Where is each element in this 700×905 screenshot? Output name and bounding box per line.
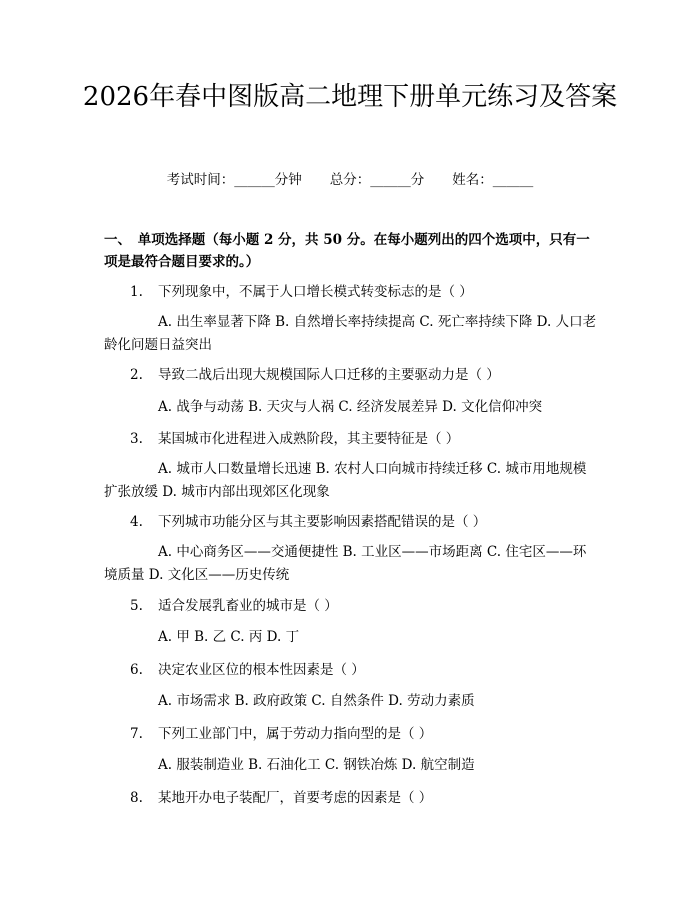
question-text: 下列城市功能分区与其主要影响因素搭配错误的是（ ） bbox=[158, 514, 487, 530]
question-number: 4. bbox=[130, 514, 143, 530]
question-stem bbox=[130, 659, 600, 681]
question-text: 导致二战后出现大规模国际人口迁移的主要驱动力是（ ） bbox=[158, 367, 500, 383]
section-heading: 一、 单项选择题（每小题 2 分，共 50 分。在每小题列出的四个选项中，只有一项是最符合题目要求的。） bbox=[104, 232, 590, 270]
question-text: 下列现象中，不属于人口增长模式转变标志的是（ ） bbox=[158, 284, 473, 300]
question-options: A. 战争与动荡 B. 天灾与人祸 C. 经济发展差异 D. 文化信仰冲突 bbox=[158, 399, 543, 415]
exam-time-label: 考试时间：______分钟 bbox=[166, 172, 302, 188]
question-stem bbox=[130, 511, 600, 533]
question-options: A. 出生率显著下降 B. 自然增长率持续提高 C. 死亡率持续下降 D. 人口老龄化问题日益突出 bbox=[104, 314, 597, 353]
question-stem bbox=[130, 723, 600, 745]
question-options: A. 市场需求 B. 政府政策 C. 自然条件 D. 劳动力素质 bbox=[158, 693, 475, 709]
question-number: 7. bbox=[130, 726, 143, 742]
question-stem bbox=[130, 428, 600, 450]
question-stem bbox=[130, 595, 600, 617]
question-text: 决定农业区位的根本性因素是（ ） bbox=[158, 662, 365, 678]
question-text: 下列工业部门中，属于劳动力指向型的是（ ） bbox=[158, 726, 433, 742]
question-options: A. 中心商务区——交通便捷性 B. 工业区——市场距离 C. 住宅区——环境质量 D. 文化区——历史传统 bbox=[104, 544, 587, 583]
question-number: 3. bbox=[130, 431, 143, 447]
question-number: 8. bbox=[130, 790, 143, 806]
question-options: A. 甲 B. 乙 C. 丙 D. 丁 bbox=[158, 629, 300, 645]
question-stem bbox=[130, 364, 600, 386]
total-score-label: 总分：______分 bbox=[329, 172, 425, 188]
question-text: 某地开办电子装配厂，首要考虑的因素是（ ） bbox=[158, 790, 433, 806]
question-number: 2. bbox=[130, 367, 143, 383]
question-number: 6. bbox=[130, 662, 143, 678]
question-text: 适合发展乳畜业的城市是（ ） bbox=[158, 598, 338, 614]
page-title: 2026年春中图版高二地理下册单元练习及答案 bbox=[82, 82, 618, 112]
question-number: 5. bbox=[130, 598, 143, 614]
question-number: 1. bbox=[130, 284, 143, 300]
question-options: A. 城市人口数量增长迅速 B. 农村人口向城市持续迁移 C. 城市用地规模扩张放缓 D. 城市内部出现郊区化现象 bbox=[104, 461, 587, 500]
exam-meta bbox=[0, 170, 700, 190]
question-stem bbox=[130, 281, 600, 303]
student-name-label: 姓名：______ bbox=[452, 172, 534, 188]
question-options: A. 服装制造业 B. 石油化工 C. 钢铁冶炼 D. 航空制造 bbox=[158, 757, 475, 773]
question-stem bbox=[130, 787, 600, 809]
question-text: 某国城市化进程进入成熟阶段，其主要特征是（ ） bbox=[158, 431, 460, 447]
